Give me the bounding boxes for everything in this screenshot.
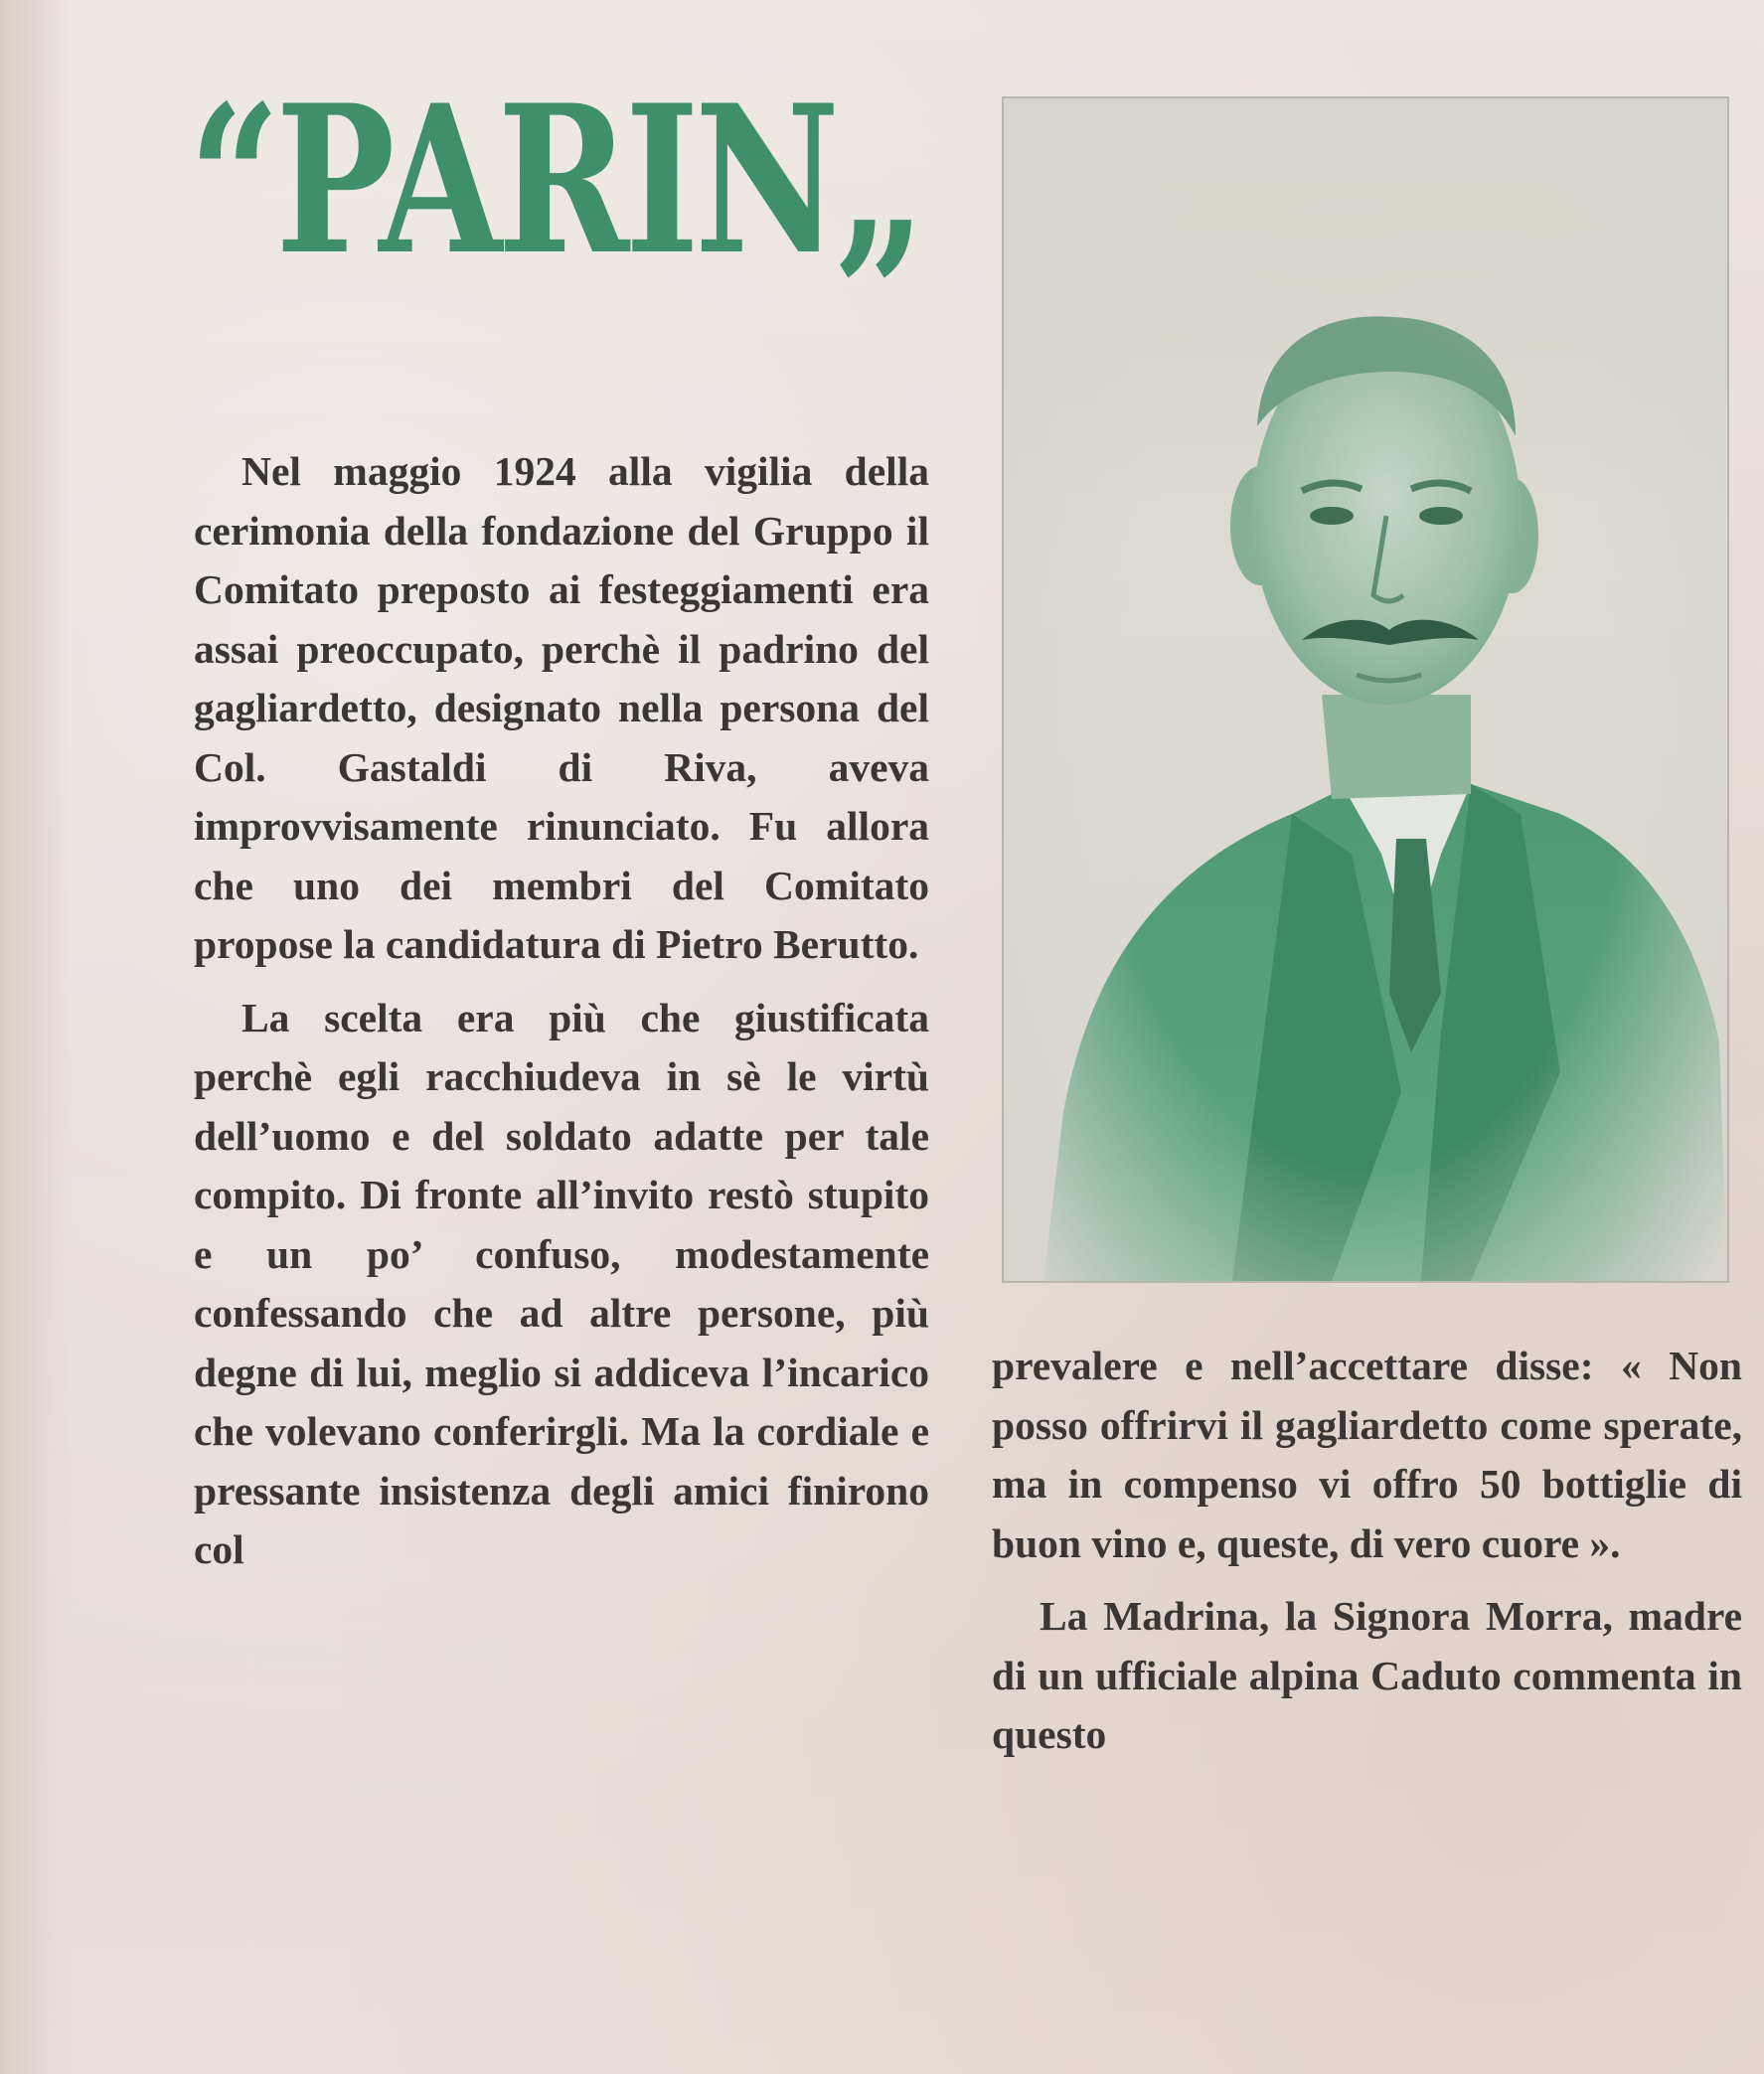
- left-text-column: [194, 442, 929, 1594]
- article-title: “PARIN„: [189, 62, 922, 300]
- paragraph: La Madrina, la Signora Morra, madre di un ufficiale alpina Caduto commenta in questo: [992, 1593, 1742, 1757]
- portrait-photo: [1002, 96, 1729, 1283]
- torn-paper-edge: [0, 0, 70, 2074]
- paragraph: prevalere e nell’accettare disse: « Non posso offrirvi il gagliardetto come sperate, ma in compenso vi offro 50 bottiglie di buon vino e, queste, di vero cuore ».: [992, 1343, 1742, 1566]
- right-text-column: [992, 1337, 1742, 1779]
- paragraph: La scelta era più che giustificata perchè egli racchiudeva in sè le virtù dell’uomo e del soldato adatte per tale compito. Di fronte all’invito restò stupito e un po’ confuso, modestamente confessando che ad altre persone, più degne di lui, meglio si addiceva l’incarico che volevano conferirgli. Ma la cordiale e pressante insistenza degli amici finirono col: [194, 994, 929, 1572]
- paragraph: Nel maggio 1924 alla vigilia della cerimonia della fondazione del Gruppo il Comitato preposto ai festeggiamenti era assai preoccupato, perchè il padrino del gagliardetto, designato nella persona del Col. Gastaldi di Riva, aveva improvvisamente rinunciato. Fu allora che uno dei membri del Comitato propose la candidatura di Pietro Berutto.: [194, 448, 929, 967]
